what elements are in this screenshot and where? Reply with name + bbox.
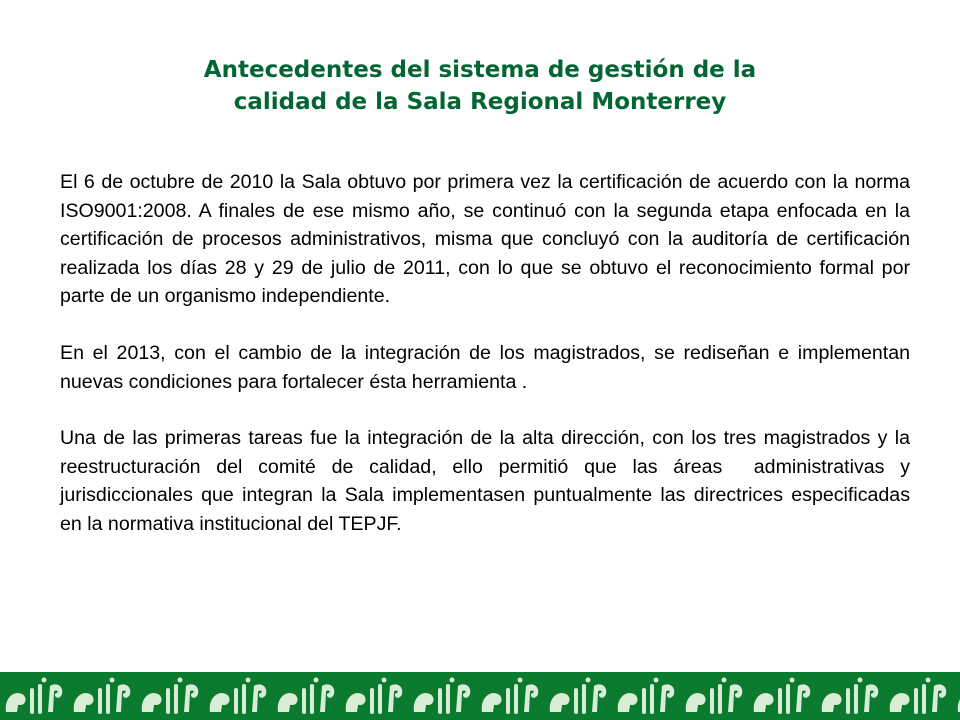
decorative-glyph-pattern-icon <box>0 672 960 720</box>
paragraph-3: Una de las primeras tareas fue la integración de la alta dirección, con los tres magistrados y la reestructuración del comité de calidad, ello permitió que las áreas administrativas y jurisdiccionales que integran la Sala implementasen puntualmente las directrices especificadas en la normativa institucional del TEPJF. <box>60 427 916 535</box>
paragraph-2: En el 2013, con el cambio de la integración de los magistrados, se rediseñan e implementan nuevas condiciones para fortalecer ésta herramienta . <box>60 341 916 393</box>
paragraph-1: El 6 de octubre de 2010 la Sala obtuvo por primera vez la certificación de acuerdo con la norma ISO9001:2008. A finales de ese mismo año, se continuó con la segunda etapa enfocada en la certificación de procesos administrativos, misma que concluyó con la auditoría de certificación realizada los días 28 y 29 de julio de 2011, con lo que se obtuvo el reconocimiento formal por parte de un organismo independiente. <box>60 171 916 308</box>
decorative-border-strip <box>0 672 960 720</box>
slide-title <box>120 54 840 118</box>
title-line-1: Antecedentes del sistema de gestión de la <box>203 57 757 83</box>
title-line-2: calidad de la Sala Regional Monterrey <box>233 89 727 115</box>
slide-body <box>60 168 916 567</box>
